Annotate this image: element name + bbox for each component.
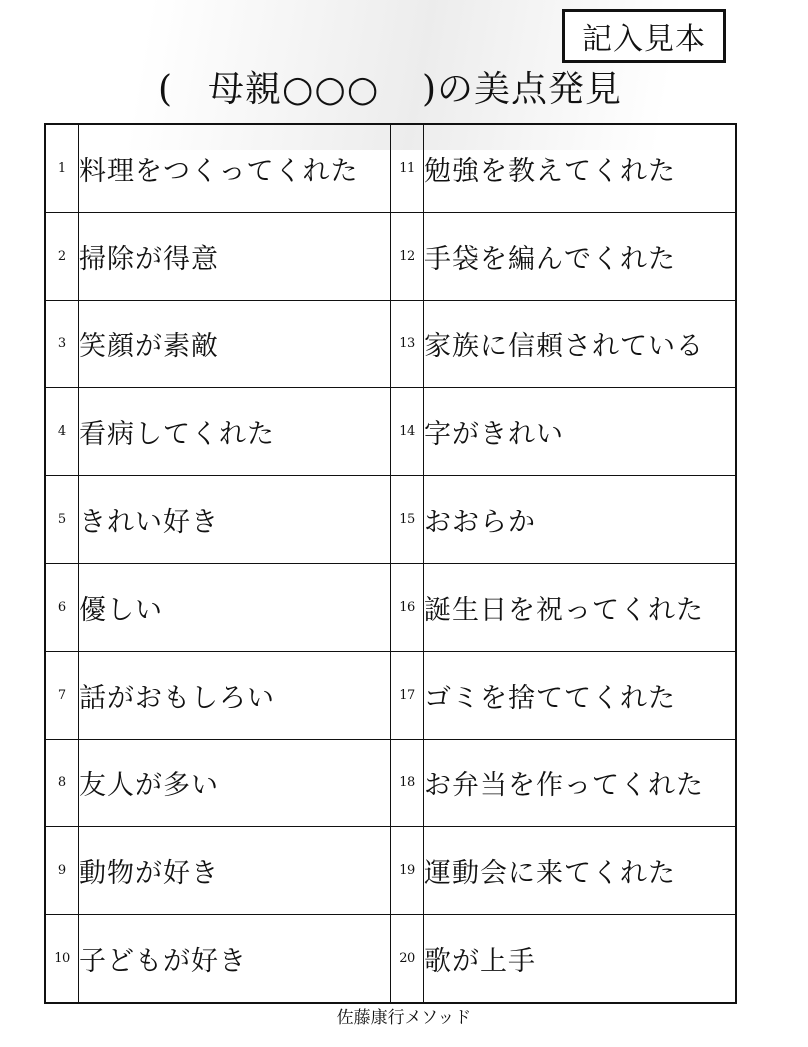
item-text: 家族に信頼されている [424, 300, 737, 388]
item-number: 7 [45, 651, 79, 739]
item-number: 15 [391, 476, 424, 564]
item-text: 子どもが好き [79, 915, 391, 1003]
title-suffix: )の美点発見 [422, 69, 623, 110]
page-title [40, 66, 770, 114]
table-row [45, 476, 736, 564]
item-number: 5 [45, 476, 79, 564]
item-text: 字がきれい [424, 388, 737, 476]
item-text: 動物が好き [79, 827, 391, 915]
item-text: お弁当を作ってくれた [424, 739, 737, 827]
item-text: 歌が上手 [424, 915, 737, 1003]
item-number: 3 [45, 300, 79, 388]
footer-credit: 佐藤康行メソッド [336, 1008, 472, 1028]
item-text: ゴミを捨ててくれた [424, 651, 737, 739]
item-number: 2 [45, 212, 79, 300]
table-row [45, 827, 736, 915]
item-text: 笑顔が素敵 [79, 300, 391, 388]
item-text: 誕生日を祝ってくれた [424, 563, 737, 651]
item-text: 友人が多い [79, 739, 391, 827]
sample-badge: 記入見本 [562, 9, 726, 63]
table-row [45, 212, 736, 300]
item-text: 料理をつくってくれた [79, 124, 391, 212]
table-row [45, 388, 736, 476]
item-text: 看病してくれた [79, 388, 391, 476]
item-number: 12 [391, 212, 424, 300]
item-number: 10 [45, 915, 79, 1003]
table-row [45, 124, 736, 212]
item-number: 20 [391, 915, 424, 1003]
item-number: 4 [45, 388, 79, 476]
merits-table [44, 123, 737, 1004]
item-number: 1 [45, 124, 79, 212]
item-number: 6 [45, 563, 79, 651]
item-text: 勉強を教えてくれた [424, 124, 737, 212]
item-number: 9 [45, 827, 79, 915]
item-text: きれい好き [79, 476, 391, 564]
item-number: 8 [45, 739, 79, 827]
item-number: 16 [391, 563, 424, 651]
item-number: 14 [391, 388, 424, 476]
item-text: 話がおもしろい [79, 651, 391, 739]
table-row [45, 300, 736, 388]
table-row [45, 739, 736, 827]
title-paren-open: ( [158, 69, 173, 110]
item-text: 優しい [79, 563, 391, 651]
item-number: 18 [391, 739, 424, 827]
item-number: 17 [391, 651, 424, 739]
item-text: 手袋を編んでくれた [424, 212, 737, 300]
item-number: 19 [391, 827, 424, 915]
item-number: 13 [391, 300, 424, 388]
title-subject: 母親○○○ [208, 69, 380, 110]
item-text: 運動会に来てくれた [424, 827, 737, 915]
item-number: 11 [391, 124, 424, 212]
table-row [45, 651, 736, 739]
item-text: 掃除が得意 [79, 212, 391, 300]
table-row [45, 915, 736, 1003]
item-text: おおらか [424, 476, 737, 564]
table-row [45, 563, 736, 651]
